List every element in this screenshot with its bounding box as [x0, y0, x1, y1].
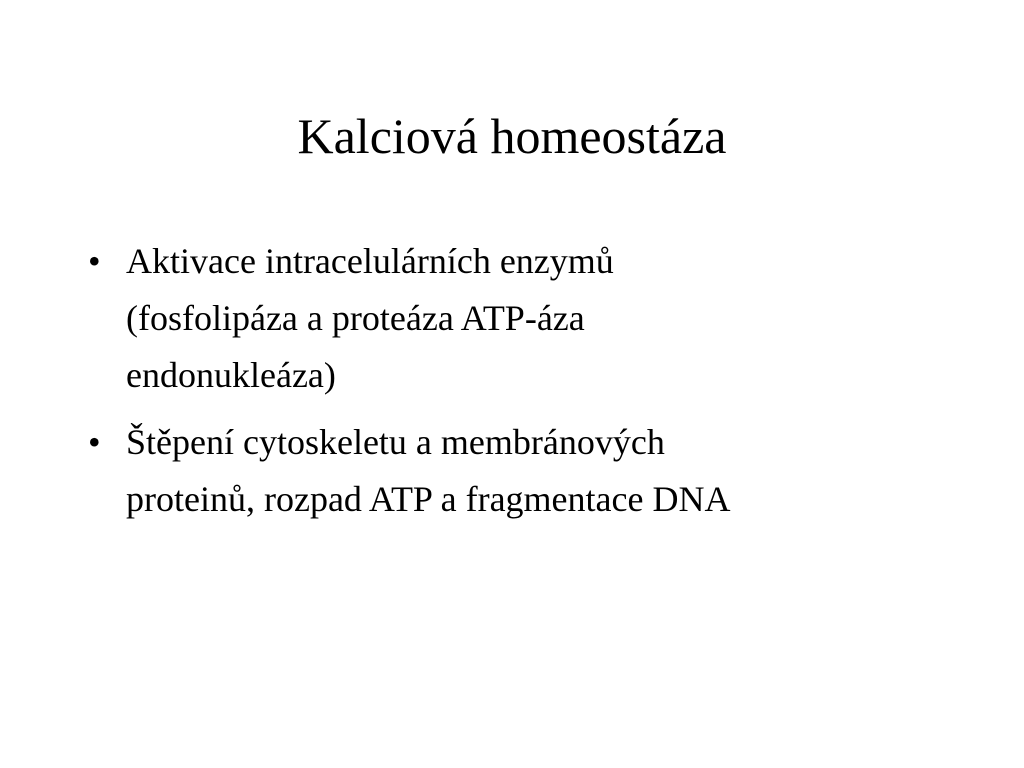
bullet-text-line: Štěpení cytoskeletu a membránových: [126, 422, 665, 462]
bullet-icon: •: [88, 241, 101, 281]
bullet-list: [88, 233, 948, 538]
bullet-text-line: proteinů, rozpad ATP a fragmentace DNA: [126, 479, 731, 519]
slide-title: Kalciová homeostáza: [297, 108, 727, 164]
bullet-text-line: endonukleáza): [126, 355, 336, 395]
bullet-item-1: [88, 233, 948, 404]
bullet-item-2: [88, 414, 948, 528]
bullet-text-line: (fosfolipáza a proteáza ATP-áza: [126, 298, 585, 338]
bullet-text-line: Aktivace intracelulárních enzymů: [126, 241, 614, 281]
bullet-icon: •: [88, 422, 101, 462]
